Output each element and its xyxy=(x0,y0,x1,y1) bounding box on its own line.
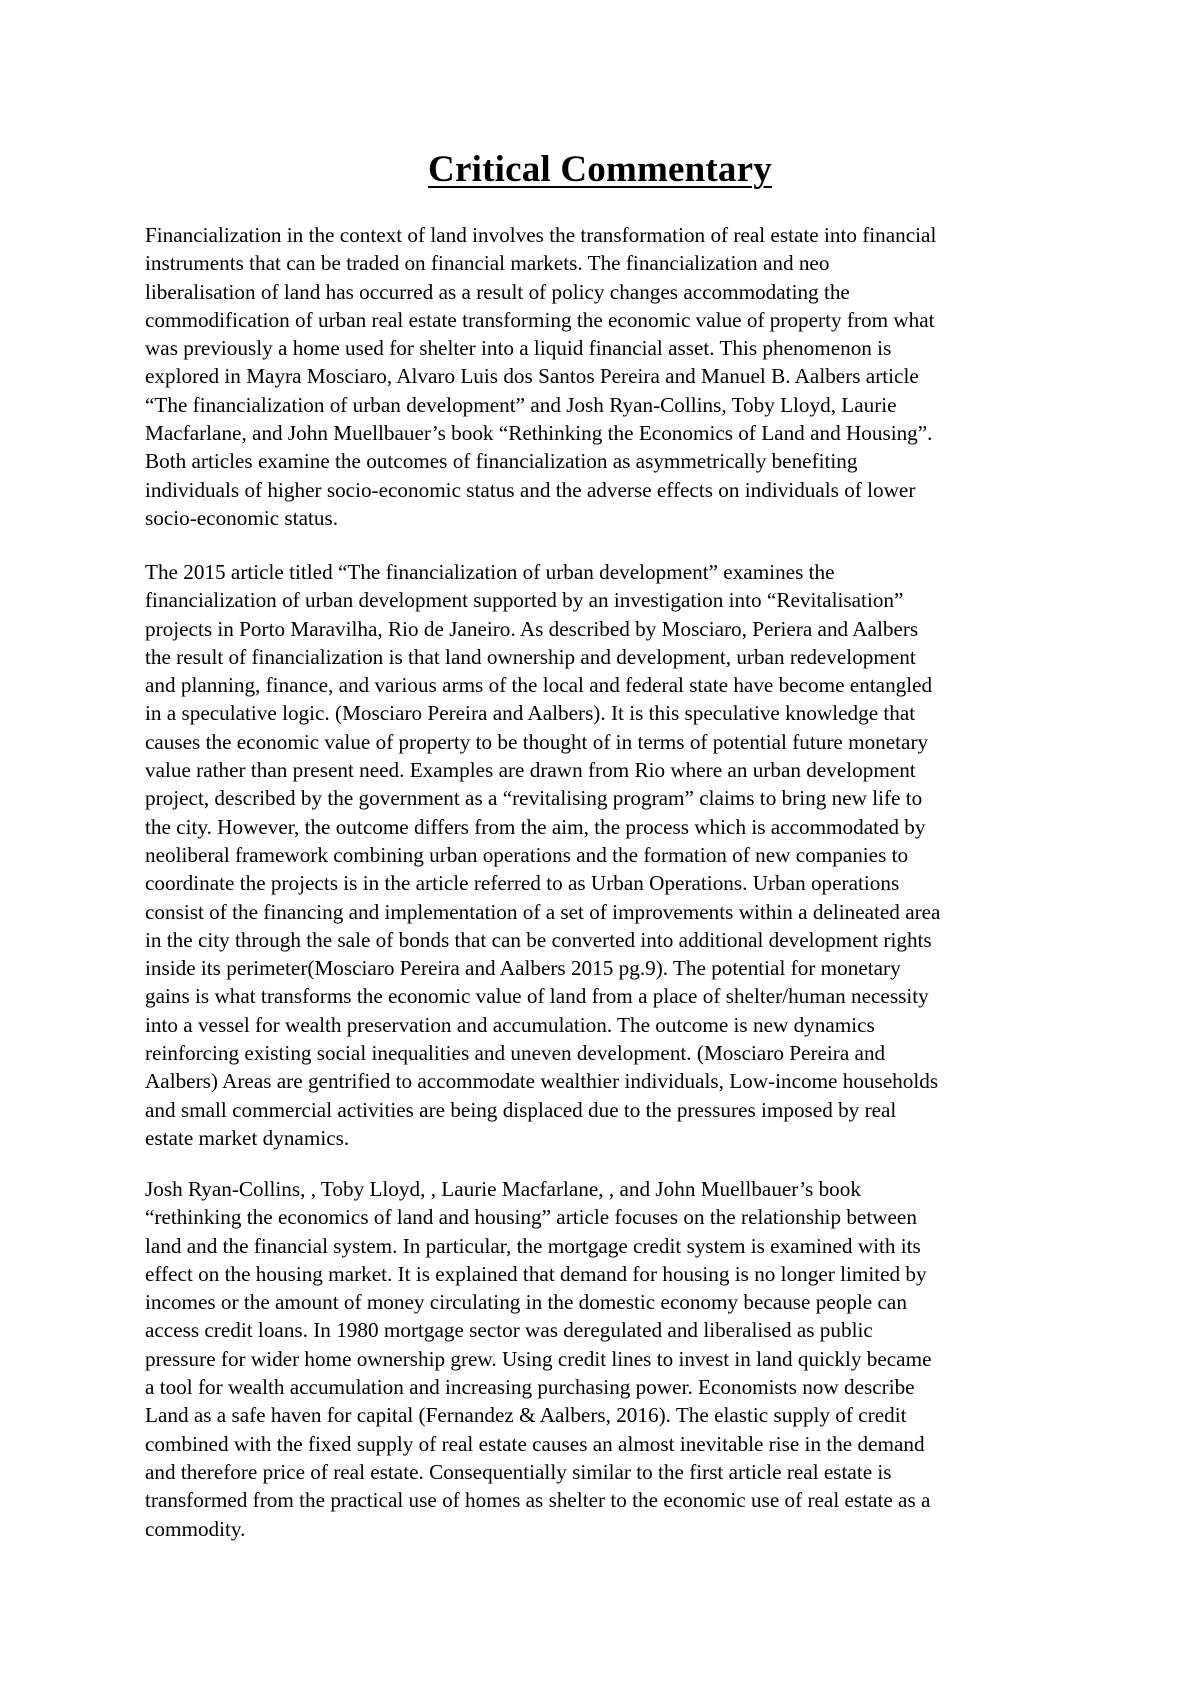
paragraph-line: coordinate the projects is in the article referred to as Urban Operations. Urban operations xyxy=(145,871,900,896)
paragraph-3 xyxy=(145,1175,1075,1543)
paragraph-line: Macfarlane, and John Muellbauer’s book “Rethinking the Economics of Land and Housing”. xyxy=(145,421,933,446)
paragraph-line: commodification of urban real estate transforming the economic value of property from what xyxy=(145,307,935,332)
paragraph-line: Josh Ryan-Collins, , Toby Lloyd, , Laurie Macfarlane, , and John Muellbauer’s book xyxy=(145,1177,861,1201)
paragraph-line: the result of financialization is that land ownership and development, urban redevelopment xyxy=(145,644,916,669)
paragraph-line: gains is what transforms the economic value of land from a place of shelter/human necessity xyxy=(145,984,929,1009)
paragraph-line: Financialization in the context of land involves the transformation of real estate into financial xyxy=(145,223,937,247)
paragraph-line: explored in Mayra Mosciaro, Alvaro Luis dos Santos Pereira and Manuel B. Aalbers article xyxy=(145,364,919,389)
paragraph-line: transformed from the practical use of homes as shelter to the economic use of real estate as a xyxy=(145,1488,931,1513)
paragraph-line: a tool for wealth accumulation and increasing purchasing power. Economists now describe xyxy=(145,1375,915,1400)
page-title: Critical Commentary xyxy=(428,149,772,190)
paragraph-line: access credit loans. In 1980 mortgage sector was deregulated and liberalised as public xyxy=(145,1318,873,1343)
paragraph-line: financialization of urban development supported by an investigation into “Revitalisation” xyxy=(145,588,904,613)
paragraph-line: “rethinking the economics of land and housing” article focuses on the relationship between xyxy=(145,1205,917,1230)
paragraph-line: The 2015 article titled “The financialization of urban development” examines the xyxy=(145,560,835,584)
paragraph-line: “The financialization of urban development” and Josh Ryan-Collins, Toby Lloyd, Laurie xyxy=(145,392,897,417)
paragraph-line: effect on the housing market. It is explained that demand for housing is no longer limited by xyxy=(145,1261,927,1286)
paragraph-line: Land as a safe haven for capital (Fernandez & Aalbers, 2016). The elastic supply of credit xyxy=(145,1403,907,1428)
paragraph-line: individuals of higher socio-economic status and the adverse effects on individuals of lower xyxy=(145,477,916,502)
paragraph-line: Aalbers) Areas are gentrified to accommodate wealthier individuals, Low-income households xyxy=(145,1069,939,1094)
paragraph-line: and small commercial activities are being displaced due to the pressures imposed by real xyxy=(145,1097,897,1122)
paragraph-line: and therefore price of real estate. Consequentially similar to the first article real estate is xyxy=(145,1459,892,1484)
paragraph-line: liberalisation of land has occurred as a result of policy changes accommodating the xyxy=(145,279,850,304)
paragraph-1 xyxy=(145,221,1075,532)
paragraph-line: commodity. xyxy=(145,1516,246,1541)
paragraph-line: in the city through the sale of bonds that can be converted into additional development rights xyxy=(145,927,932,952)
paragraph-line: incomes or the amount of money circulating in the domestic economy because people can xyxy=(145,1290,907,1315)
paragraph-line: socio-economic status. xyxy=(145,505,338,530)
paragraph-line: instruments that can be traded on financial markets. The financialization and neo xyxy=(145,251,830,276)
paragraph-line: estate market dynamics. xyxy=(145,1125,350,1150)
paragraph-line: and planning, finance, and various arms of the local and federal state have become entangled xyxy=(145,673,933,698)
paragraph-line: project, described by the government as a “revitalising program” claims to bring new life to xyxy=(145,786,923,811)
paragraph-line: into a vessel for wealth preservation and accumulation. The outcome is new dynamics xyxy=(145,1012,875,1037)
paragraph-line: land and the financial system. In particular, the mortgage credit system is examined with its xyxy=(145,1233,921,1258)
paragraph-line: in a speculative logic. (Mosciaro Pereira and Aalbers). It is this speculative knowledge that xyxy=(145,701,916,726)
paragraph-line: causes the economic value of property to be thought of in terms of potential future monetary xyxy=(145,729,929,754)
paragraph-line: consist of the financing and implementation of a set of improvements within a delineated area xyxy=(145,899,941,924)
paragraph-line: Both articles examine the outcomes of financialization as asymmetrically benefiting xyxy=(145,449,858,474)
paragraph-line: pressure for wider home ownership grew. Using credit lines to invest in land quickly became xyxy=(145,1346,932,1371)
paragraph-line: value rather than present need. Examples are drawn from Rio where an urban development xyxy=(145,758,916,783)
paragraph-line: was previously a home used for shelter into a liquid financial asset. This phenomenon is xyxy=(145,336,892,361)
paragraph-2 xyxy=(145,558,1075,1152)
paragraph-line: projects in Porto Maravilha, Rio de Janeiro. As described by Mosciaro, Periera and Aalbers xyxy=(145,616,919,641)
paragraph-line: inside its perimeter(Mosciaro Pereira and Aalbers 2015 pg.9). The potential for monetary xyxy=(145,956,901,981)
paragraph-line: reinforcing existing social inequalities and uneven development. (Mosciaro Pereira and xyxy=(145,1041,886,1066)
paragraph-line: neoliberal framework combining urban operations and the formation of new companies to xyxy=(145,842,909,867)
paragraph-line: combined with the fixed supply of real estate causes an almost inevitable rise in the demand xyxy=(145,1431,925,1456)
paragraph-line: the city. However, the outcome differs from the aim, the process which is accommodated by xyxy=(145,814,926,839)
